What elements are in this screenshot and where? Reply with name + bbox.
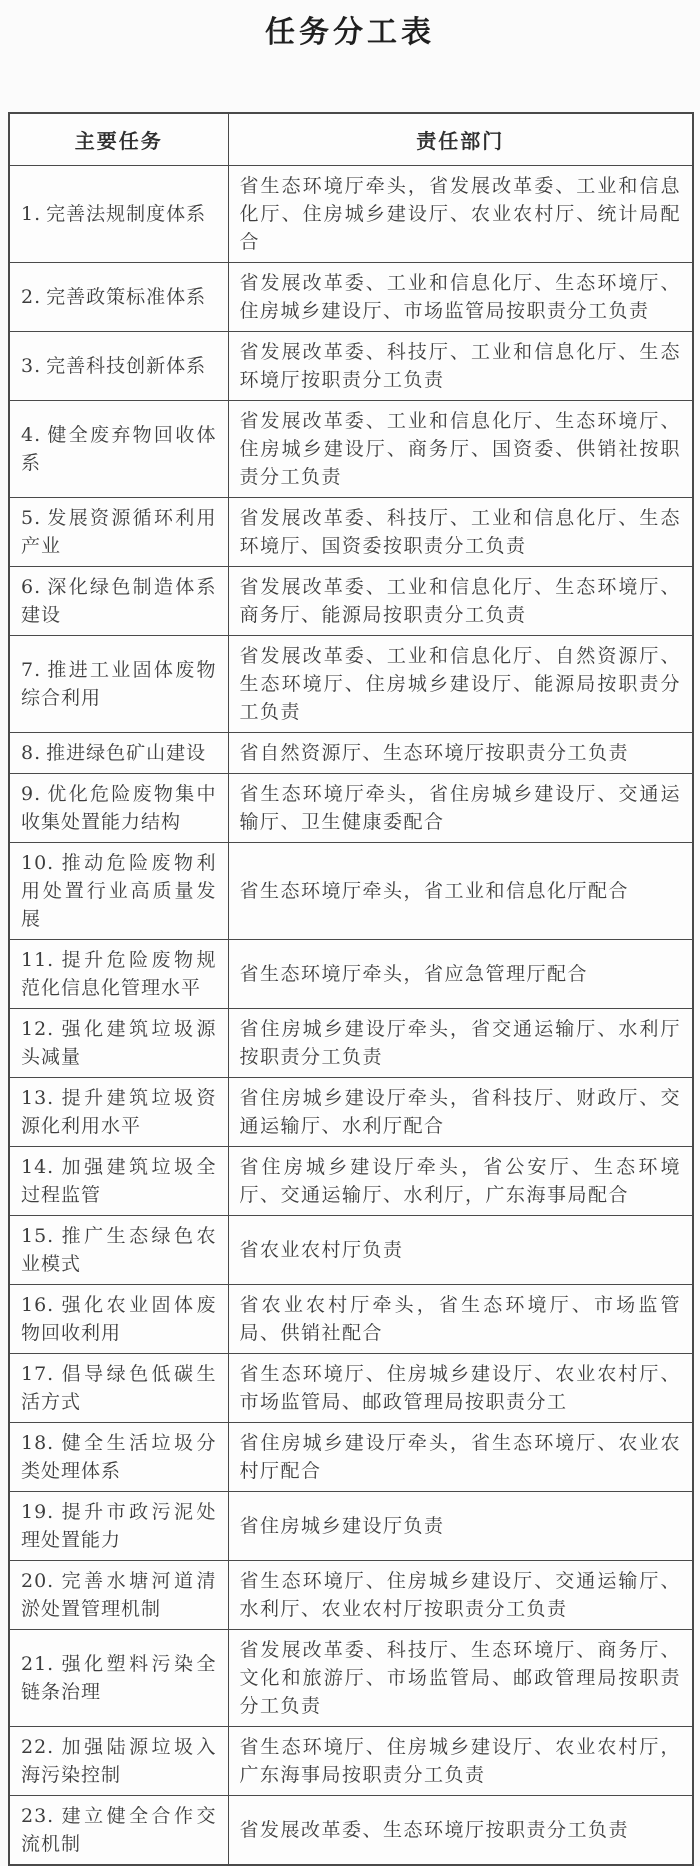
table-row	[9, 1078, 693, 1147]
table-row	[9, 1216, 693, 1285]
dept-cell: 省发展改革委、工业和信息化厅、生态环境厅、商务厅、能源局按职责分工负责	[228, 567, 693, 636]
task-cell	[9, 1009, 228, 1078]
table-row	[9, 1423, 693, 1492]
dept-cell: 省农业农村厅负责	[228, 1216, 693, 1285]
dept-cell: 省生态环境厅牵头，省发展改革委、工业和信息化厅、住房城乡建设厅、农业农村厅、统计局配合	[228, 166, 693, 263]
dept-cell: 省住房城乡建设厅牵头，省公安厅、生态环境厅、交通运输厅、水利厅，广东海事局配合	[228, 1147, 693, 1216]
table-row	[9, 401, 693, 498]
task-cell	[9, 636, 228, 733]
table-row	[9, 774, 693, 843]
task-label: 提升建筑垃圾资源化利用水平	[21, 1087, 217, 1137]
task-number: 9.	[21, 783, 42, 805]
table-row	[9, 1630, 693, 1727]
dept-cell: 省生态环境厅、住房城乡建设厅、农业农村厅、市场监管局、邮政管理局按职责分工	[228, 1354, 693, 1423]
task-cell	[9, 1423, 228, 1492]
task-label: 加强陆源垃圾入海污染控制	[21, 1736, 217, 1786]
task-label: 倡导绿色低碳生活方式	[21, 1363, 217, 1413]
dept-cell: 省生态环境厅、住房城乡建设厅、农业农村厅，广东海事局按职责分工负责	[228, 1727, 693, 1796]
table-row	[9, 567, 693, 636]
task-label: 建立健全合作交流机制	[21, 1805, 217, 1855]
table-row	[9, 1285, 693, 1354]
task-cell	[9, 166, 228, 263]
dept-cell: 省生态环境厅、住房城乡建设厅、交通运输厅、水利厅、农业农村厅按职责分工负责	[228, 1561, 693, 1630]
dept-cell: 省生态环境厅牵头，省应急管理厅配合	[228, 940, 693, 1009]
table-row	[9, 263, 693, 332]
task-number: 3.	[21, 355, 42, 377]
dept-cell: 省发展改革委、工业和信息化厅、自然资源厅、生态环境厅、住房城乡建设厅、能源局按职责分工负责	[228, 636, 693, 733]
table-body	[9, 166, 693, 1866]
header-cell-main-tasks: 主要任务	[9, 113, 228, 166]
table-row	[9, 843, 693, 940]
task-label: 推进工业固体废物综合利用	[21, 659, 217, 709]
task-cell	[9, 1492, 228, 1561]
task-cell	[9, 1727, 228, 1796]
task-cell	[9, 733, 228, 774]
task-number: 22.	[21, 1736, 55, 1758]
task-number: 12.	[21, 1018, 55, 1040]
task-cell	[9, 1561, 228, 1630]
dept-cell: 省发展改革委、生态环境厅按职责分工负责	[228, 1796, 693, 1866]
task-label: 完善法规制度体系	[46, 203, 207, 225]
task-label: 健全废弃物回收体系	[21, 424, 217, 474]
task-number: 10.	[21, 852, 55, 874]
task-cell	[9, 1216, 228, 1285]
header-cell-responsible-depts: 责任部门	[228, 113, 693, 166]
task-division-table	[8, 112, 694, 1866]
task-label: 推进绿色矿山建设	[46, 742, 207, 764]
table-row	[9, 1354, 693, 1423]
dept-cell: 省生态环境厅牵头，省住房城乡建设厅、交通运输厅、卫生健康委配合	[228, 774, 693, 843]
dept-cell: 省发展改革委、科技厅、工业和信息化厅、生态环境厅、国资委按职责分工负责	[228, 498, 693, 567]
task-cell	[9, 567, 228, 636]
header-row	[9, 113, 693, 166]
task-number: 19.	[21, 1501, 55, 1523]
dept-cell: 省住房城乡建设厅牵头，省科技厅、财政厅、交通运输厅、水利厅配合	[228, 1078, 693, 1147]
task-number: 20.	[21, 1570, 55, 1592]
task-cell	[9, 843, 228, 940]
task-label: 深化绿色制造体系建设	[21, 576, 217, 626]
dept-cell: 省发展改革委、工业和信息化厅、生态环境厅、住房城乡建设厅、市场监管局按职责分工负责	[228, 263, 693, 332]
dept-cell: 省发展改革委、科技厅、生态环境厅、商务厅、文化和旅游厅、市场监管局、邮政管理局按职责分工负责	[228, 1630, 693, 1727]
task-number: 5.	[21, 507, 42, 529]
task-number: 6.	[21, 576, 42, 598]
task-cell	[9, 1354, 228, 1423]
task-number: 17.	[21, 1363, 55, 1385]
task-number: 7.	[21, 659, 42, 681]
task-label: 完善政策标准体系	[46, 286, 207, 308]
task-number: 15.	[21, 1225, 55, 1247]
task-label: 加强建筑垃圾全过程监管	[21, 1156, 217, 1206]
task-number: 8.	[21, 742, 42, 764]
dept-cell: 省发展改革委、工业和信息化厅、生态环境厅、住房城乡建设厅、商务厅、国资委、供销社按职责分工负责	[228, 401, 693, 498]
table-row	[9, 636, 693, 733]
task-cell	[9, 1285, 228, 1354]
table-row	[9, 1492, 693, 1561]
table-row	[9, 1561, 693, 1630]
table-row	[9, 1796, 693, 1866]
task-cell	[9, 774, 228, 843]
task-cell	[9, 498, 228, 567]
table-row	[9, 166, 693, 263]
task-cell	[9, 940, 228, 1009]
page-title: 任务分工表	[265, 15, 435, 50]
task-cell	[9, 1630, 228, 1727]
task-number: 11.	[21, 949, 55, 971]
task-number: 2.	[21, 286, 42, 308]
task-number: 1.	[21, 203, 42, 225]
task-number: 21.	[21, 1653, 55, 1675]
dept-cell: 省住房城乡建设厅负责	[228, 1492, 693, 1561]
task-label: 强化建筑垃圾源头减量	[21, 1018, 217, 1068]
table-row	[9, 1009, 693, 1078]
task-label: 优化危险废物集中收集处置能力结构	[21, 783, 217, 833]
task-number: 23.	[21, 1805, 55, 1827]
task-label: 完善水塘河道清淤处置管理机制	[21, 1570, 217, 1620]
dept-cell: 省发展改革委、科技厅、工业和信息化厅、生态环境厅按职责分工负责	[228, 332, 693, 401]
task-number: 16.	[21, 1294, 55, 1316]
task-cell	[9, 263, 228, 332]
task-label: 完善科技创新体系	[46, 355, 207, 377]
table-row	[9, 332, 693, 401]
task-cell	[9, 1078, 228, 1147]
dept-cell: 省生态环境厅牵头，省工业和信息化厅配合	[228, 843, 693, 940]
task-number: 4.	[21, 424, 42, 446]
table-row	[9, 940, 693, 1009]
task-label: 提升市政污泥处理处置能力	[21, 1501, 217, 1551]
task-label: 提升危险废物规范化信息化管理水平	[21, 949, 217, 999]
task-number: 18.	[21, 1432, 55, 1454]
table-row	[9, 1727, 693, 1796]
task-label: 健全生活垃圾分类处理体系	[21, 1432, 217, 1482]
table-row	[9, 1147, 693, 1216]
dept-cell: 省农业农村厅牵头，省生态环境厅、市场监管局、供销社配合	[228, 1285, 693, 1354]
task-label: 强化农业固体废物回收利用	[21, 1294, 217, 1344]
table-row	[9, 733, 693, 774]
task-number: 14.	[21, 1156, 55, 1178]
dept-cell: 省住房城乡建设厅牵头，省交通运输厅、水利厅按职责分工负责	[228, 1009, 693, 1078]
task-label: 发展资源循环利用产业	[21, 507, 217, 557]
task-cell	[9, 401, 228, 498]
task-cell	[9, 332, 228, 401]
task-cell	[9, 1147, 228, 1216]
task-label: 推动危险废物利用处置行业高质量发展	[21, 852, 217, 930]
dept-cell: 省住房城乡建设厅牵头，省生态环境厅、农业农村厅配合	[228, 1423, 693, 1492]
task-cell	[9, 1796, 228, 1866]
dept-cell: 省自然资源厅、生态环境厅按职责分工负责	[228, 733, 693, 774]
table-row	[9, 498, 693, 567]
task-label: 强化塑料污染全链条治理	[21, 1653, 217, 1703]
task-number: 13.	[21, 1087, 55, 1109]
task-label: 推广生态绿色农业模式	[21, 1225, 217, 1275]
